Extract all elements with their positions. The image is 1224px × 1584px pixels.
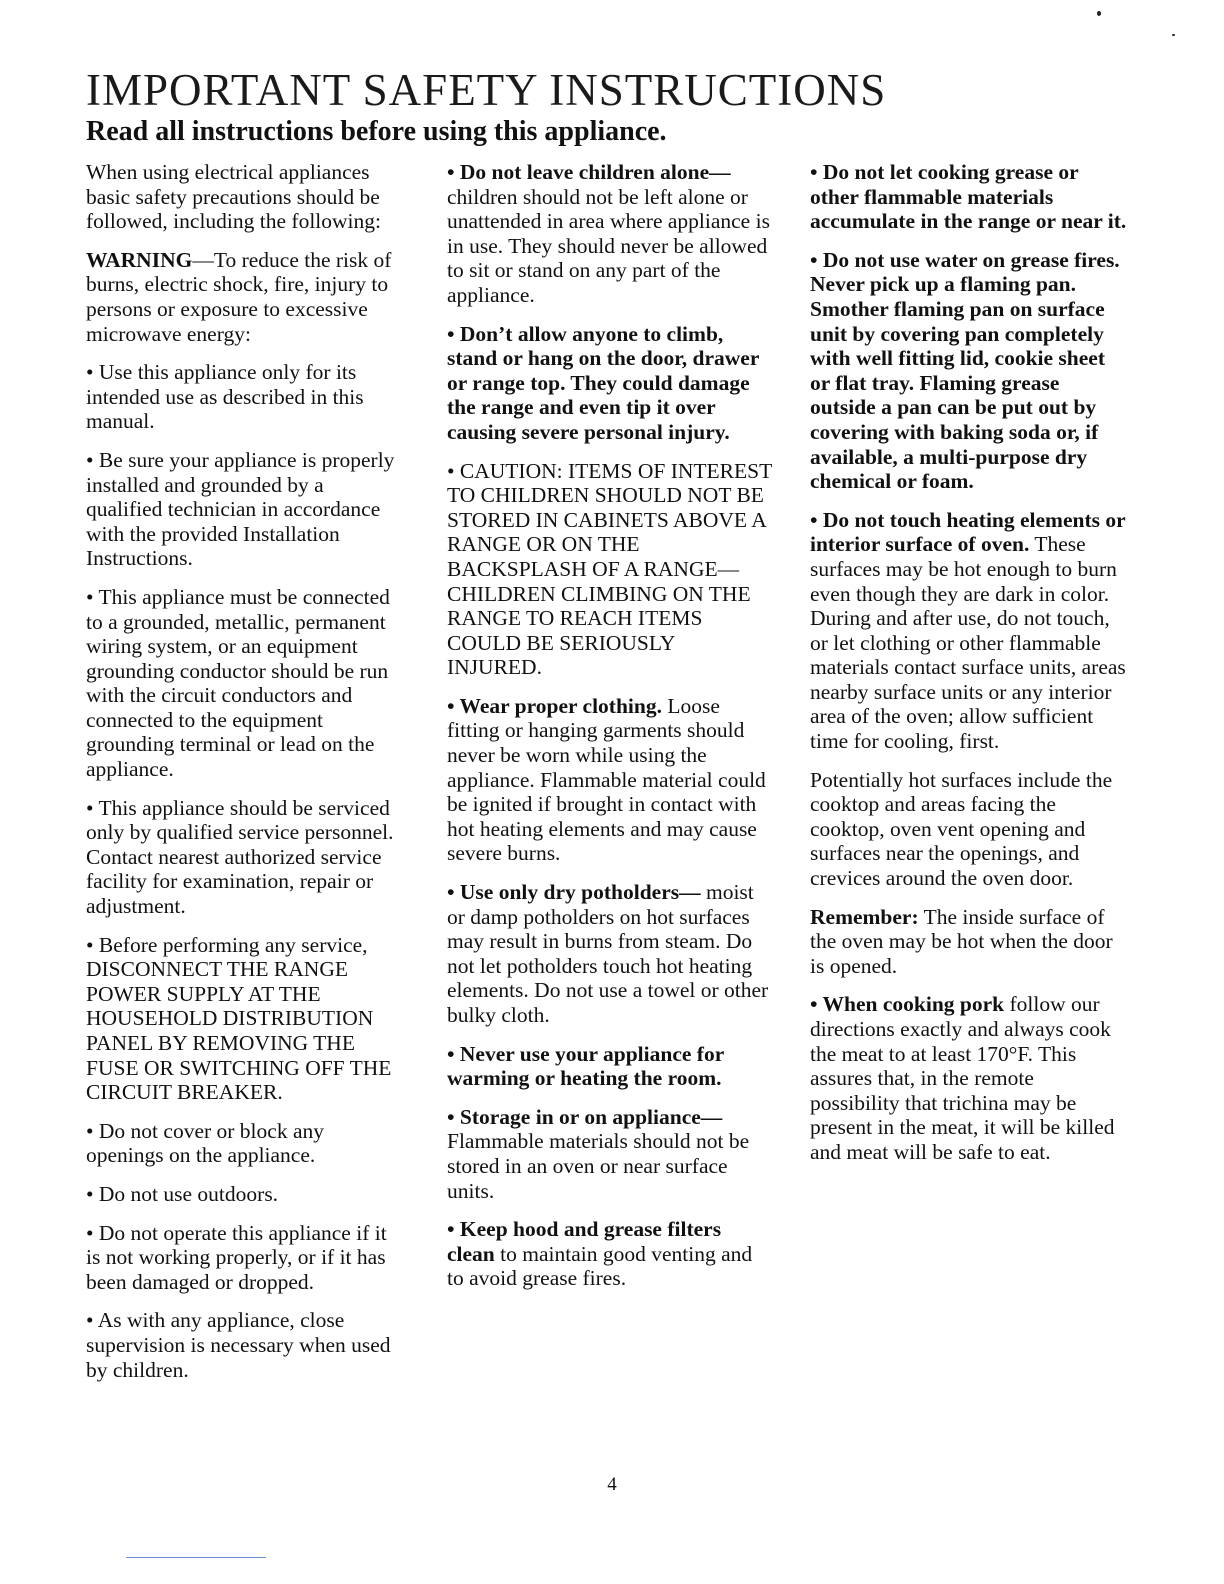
item-text: Loose fitting or hanging garments should never be worn while using the appliance. Flammable material could be ignited if brought in contact with hot heating elements and may cause severe burns. <box>447 693 766 866</box>
scan-speck <box>1097 11 1101 16</box>
item-text: children should not be left alone or unattended in area where appliance is in use. They should never be allowed to sit or stand on any part of the appliance. <box>447 184 770 307</box>
instruction-item: • This appliance must be connected to a grounded, metallic, permanent wiring system, or an equipment grounding conductor should be run with the circuit conductors and connected to the equipment grounding terminal or lead on the appliance. <box>86 584 390 782</box>
instruction-item <box>447 694 772 866</box>
bottom-rule <box>126 1557 266 1558</box>
instruction-item: • Use this appliance only for its intended use as described in this manual. <box>86 360 364 434</box>
page-title: IMPORTANT SAFETY INSTRUCTIONS <box>86 65 887 115</box>
item-heading: • Wear proper clothing. <box>447 693 662 718</box>
instruction-item <box>810 992 1128 1164</box>
warning-text: —To reduce the risk of burns, electric shock, fire, injury to persons or exposure to excessive microwave energy: <box>86 247 392 346</box>
item-text: These surfaces may be hot enough to burn even though they are dark in color. During and after use, do not touch, or let clothing or other flammable materials contact surface units, areas nearby surface units or any interior area of the oven; allow sufficient time for cooling, first. <box>810 532 1126 754</box>
item-heading: • Use only dry potholders— <box>447 880 701 905</box>
instruction-item: • Do not let cooking grease or other flammable materials accumulate in the range or near it. <box>810 160 1127 234</box>
item-heading: • When cooking pork <box>810 992 1005 1017</box>
instruction-item: • As with any appliance, close supervision is necessary when used by children. <box>86 1308 391 1382</box>
instruction-item: • Do not use outdoors. <box>86 1181 279 1206</box>
page-subtitle: Read all instructions before using this appliance. <box>86 116 667 147</box>
remember-text: The inside surface of the oven may be hot when the door is opened. <box>810 904 1113 978</box>
item-text: Flammable materials should not be stored in an oven or near surface units. <box>447 1129 750 1203</box>
instruction-item <box>447 1217 772 1291</box>
item-heading: • Keep hood and grease filters clean <box>447 1217 722 1266</box>
instruction-item: • Never use your appliance for warming or heating the room. <box>447 1041 724 1091</box>
instruction-item: • Be sure your appliance is properly installed and grounded by a qualified technician in accordance with the provided Installation Instructions. <box>86 447 395 571</box>
caution-item: • CAUTION: ITEMS OF INTEREST TO CHILDREN SHOULD NOT BE STORED IN CABINETS ABOVE A RANGE OR ON THE BACKSPLASH OF A RANGE— CHILDREN CLIMBING ON THE RANGE TO REACH ITEMS COULD BE SERIOUSLY INJURED. <box>447 458 772 680</box>
instruction-item <box>447 1105 772 1203</box>
instruction-item: • Do not cover or block any openings on the appliance. <box>86 1118 324 1168</box>
item-heading: • Do not touch heating elements or interior surface of oven. <box>810 507 1126 557</box>
item-heading: • Storage in or on appliance— <box>447 1104 723 1129</box>
page-number: 4 <box>607 1474 617 1495</box>
instruction-item: • Do not use water on grease fires. Never pick up a flaming pan. Smother flaming pan on surface unit by covering pan completely with well fitting lid, cookie sheet or flat tray. Flaming grease outside a pan can be put out by covering with baking soda or, if available, a multi-purpose dry chemical or foam. <box>810 247 1120 494</box>
instruction-item: • Don’t allow anyone to climb, stand or hang on the door, drawer or range top. They could damage the range and even tip it over causing severe personal injury. <box>447 321 760 444</box>
instruction-item: • Do not operate this appliance if it is not working properly, or if it has been damaged or dropped. <box>86 1220 387 1294</box>
warning-label: WARNING <box>86 247 193 272</box>
warning-paragraph <box>86 248 404 346</box>
item-heading: • Do not leave children alone— <box>447 160 731 184</box>
intro-paragraph: When using electrical appliances basic safety precautions should be followed, including the following: <box>86 160 381 234</box>
hot-surfaces-paragraph: Potentially hot surfaces include the cooktop and areas facing the cooktop, oven vent opening and surfaces near the openings, and crevices around the oven door. <box>810 767 1113 891</box>
instruction-item <box>447 880 772 1028</box>
instruction-item: • Before performing any service, DISCONNECT THE RANGE POWER SUPPLY AT THE HOUSEHOLD DISTRIBUTION PANEL BY REMOVING THE FUSE OR SWITCHING OFF THE CIRCUIT BREAKER. <box>86 932 392 1105</box>
remember-label: Remember: <box>810 904 919 929</box>
item-text: moist or damp potholders on hot surfaces may result in burns from steam. Do not let potholders touch hot heating elements. Do not use a towel or other bulky cloth. <box>447 880 769 1027</box>
instruction-item <box>810 508 1128 754</box>
column-middle <box>447 160 772 1305</box>
column-right <box>810 160 1128 1179</box>
scan-speck <box>1172 34 1175 36</box>
item-text: to maintain good venting and to avoid grease fires. <box>447 1241 753 1291</box>
item-text: follow our directions exactly and always cook the meat to at least 170°F. This assures that, in the remote possibility that trichina may be present in the meat, it will be killed and meat will be safe to eat. <box>810 992 1115 1164</box>
column-left <box>86 160 404 1396</box>
instruction-item: • This appliance should be serviced only by qualified service personnel. Contact nearest authorized service facility for examination, repair or adjustment. <box>86 795 394 919</box>
remember-paragraph <box>810 905 1128 979</box>
instruction-item <box>447 160 772 308</box>
